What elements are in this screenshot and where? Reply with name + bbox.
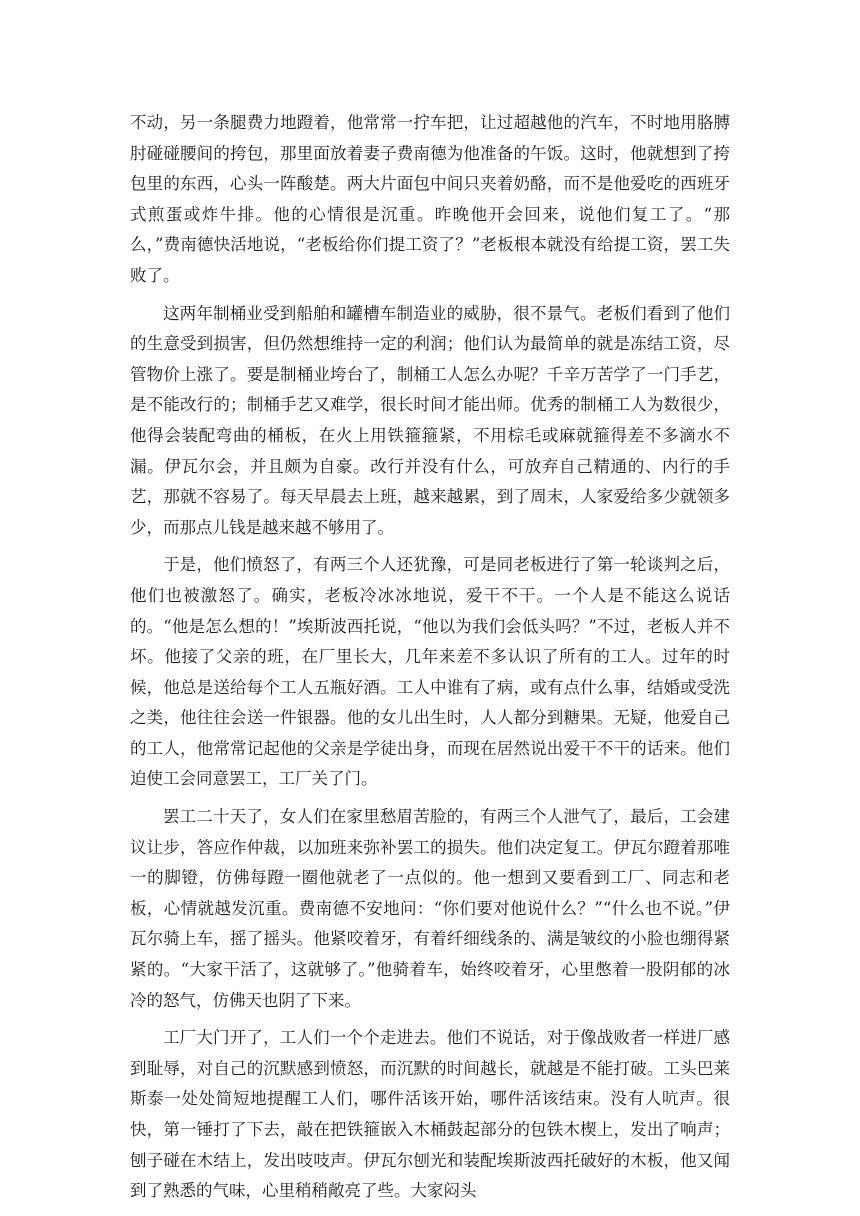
paragraph: 于是，他们愤怒了，有两三个人还犹豫，可是同老板进行了第一轮谈判之后，他们也被激怒了。确实，老板冷冰冰地说，爱干不干。一个人是不能这么说话的。“他是怎么想的！”埃斯波西托说，“他以为我们会低头吗？”不过，老板人并不坏。他接了父亲的班，在厂里长大，几年来差不多认识了所有的工人。过年的时候，他总是送给每个工人五瓶好酒。工人中谁有了病，或有点什么事，结婚或受洗之类，他往往会送一件银器。他的女儿出生时，人人都分到糖果。无疑，他爱自己的工人，他常常记起他的父亲是学徒出身，而现在居然说出爱干不干的话来。他们迫使工会同意罢工，工厂关了门。 [130, 555, 730, 789]
paragraph: 罢工二十天了，女人们在家里愁眉苦脸的，有两三个人泄气了，最后，工会建议让步，答应作仲裁，以加班来弥补罢工的损失。他们决定复工。伊瓦尔蹬着那唯一的脚镫，仿佛每蹬一圈他就老了一点似的。他一想到又要看到工厂、同志和老板，心情就越发沉重。费南德不安地问：“你们要对他说什么？”“什么也不说。”伊瓦尔骑上车，摇了摇头。他紧咬着牙，有着纤细线条的、满是皱纹的小脸也绷得紧紧的。“大家干活了，这就够了。”他骑着车，始终咬着牙，心里憋着一股阴郁的冰冷的怒气，仿佛天也阴了下来。 [130, 807, 730, 1010]
document-page [130, 108, 730, 1214]
paragraph: 这两年制桶业受到船舶和罐槽车制造业的威胁，很不景气。老板们看到了他们的生意受到损害，但仍然想维持一定的利润；他们认为最简单的就是冻结工资，尽管物价上涨了。要是制桶业垮台了，制桶工人怎么办呢？千辛万苦学了一门手艺，是不能改行的；制桶手艺又难学，很长时间才能出师。优秀的制桶工人为数很少，他得会装配弯曲的桶板，在火上用铁箍箍紧，不用棕毛或麻就箍得差不多滴水不漏。伊瓦尔会，并且颇为自豪。改行并没有什么，可放弃自己精通的、内行的手艺，那就不容易了。每天早晨去上班，越来越累，到了周末，人家爱给多少就领多少，而那点儿钱是越来越不够用了。 [130, 303, 730, 537]
paragraph: 工厂大门开了，工人们一个个走进去。他们不说话，对于像战败者一样进厂感到耻辱，对自己的沉默感到愤怒，而沉默的时间越长，就越是不能打破。工头巴莱斯泰一处处简短地提醒工人们，哪件活该开始，哪件活该结束。没有人吭声。很快，第一锤打了下去，敲在把铁箍嵌入木桶鼓起部分的包铁木楔上，发出了响声；刨子碰在木结上，发出吱吱声。伊瓦尔刨光和装配埃斯波西托破好的木板，他又闻到了熟悉的气味，心里稍稍敞亮了些。大家闷头 [130, 1028, 730, 1201]
paragraph: 不动，另一条腿费力地蹬着，他常常一拧车把，让过超越他的汽车，不时地用胳膊肘碰碰腰间的挎包，那里面放着妻子费南德为他准备的午饭。这时，他就想到了挎包里的东西，心头一阵酸楚。两大片面包中间只夹着奶酪，而不是他爱吃的西班牙式煎蛋或炸牛排。他的心情很是沉重。昨晚他开会回来，说他们复工了。“那么，”费南德快活地说，“老板给你们提工资了？”老板根本就没有给提工资，罢工失败了。 [130, 113, 730, 285]
